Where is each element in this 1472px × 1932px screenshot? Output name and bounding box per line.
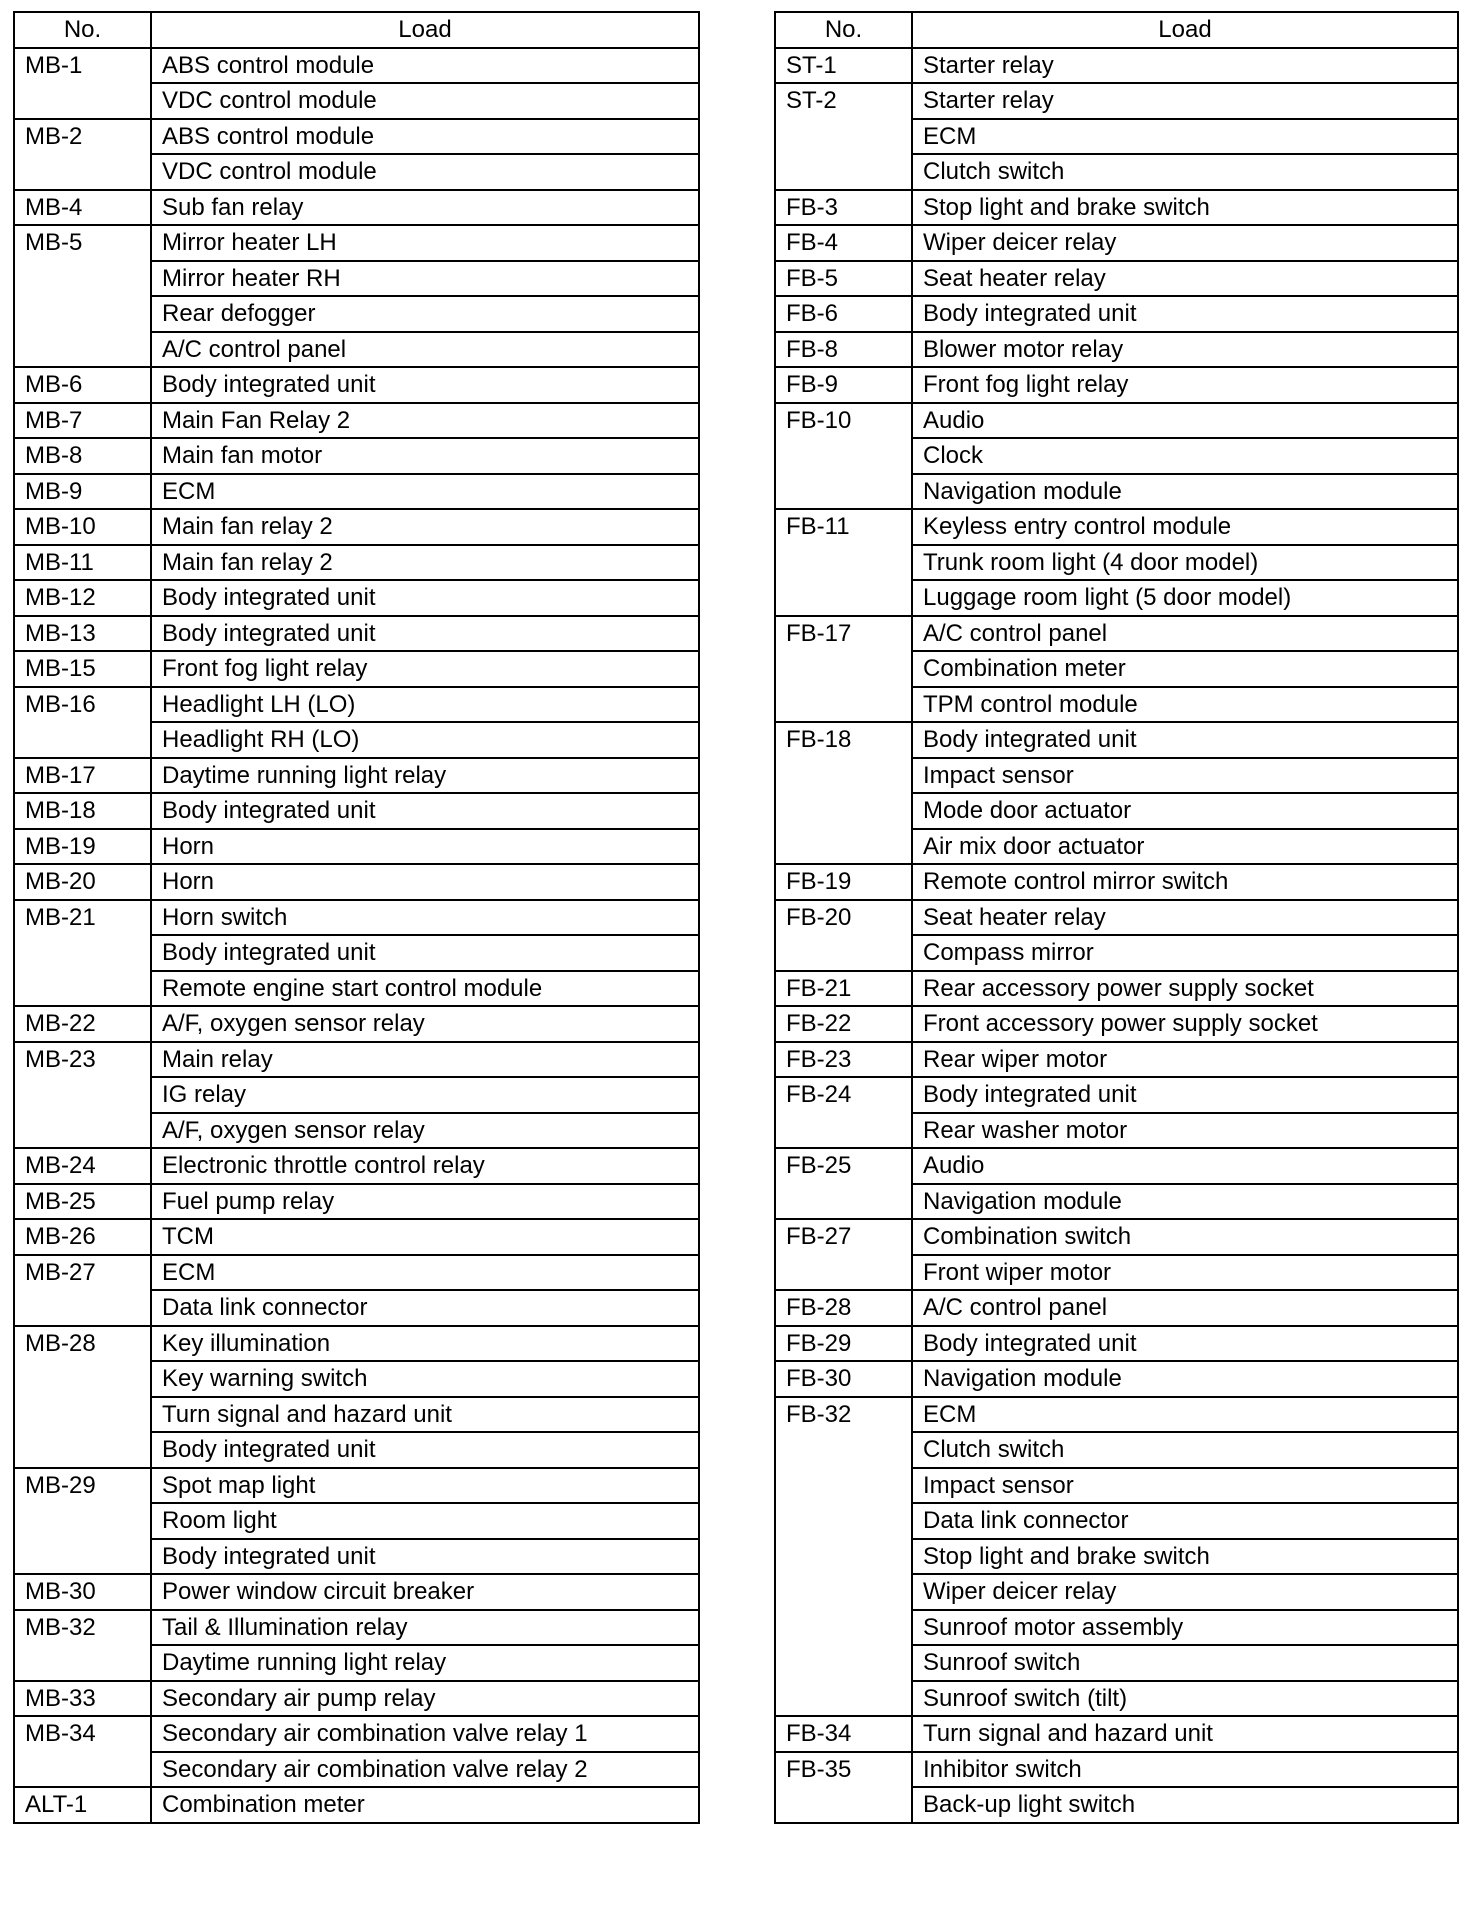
- load-cell: Impact sensor: [912, 1468, 1458, 1504]
- fuse-number-cell: FB-22: [775, 1006, 912, 1042]
- table-row: [14, 1787, 699, 1823]
- load-cell: Wiper deicer relay: [912, 1574, 1458, 1610]
- load-cell: Body integrated unit: [151, 1539, 699, 1575]
- load-cell: Clock: [912, 438, 1458, 474]
- load-cell: Power window circuit breaker: [151, 1574, 699, 1610]
- table-row: [14, 651, 699, 687]
- fuse-number-cell: MB-19: [14, 829, 151, 865]
- load-cell: ABS control module: [151, 119, 699, 155]
- load-cell: Stop light and brake switch: [912, 190, 1458, 226]
- table-row: [775, 1042, 1458, 1078]
- load-cell: TPM control module: [912, 687, 1458, 723]
- load-cell: Rear wiper motor: [912, 1042, 1458, 1078]
- fuse-number-cell: MB-15: [14, 651, 151, 687]
- table-row: [14, 1184, 699, 1220]
- table-row: [14, 367, 699, 403]
- load-cell: Body integrated unit: [151, 1432, 699, 1468]
- load-cell: Fuel pump relay: [151, 1184, 699, 1220]
- load-cell: Compass mirror: [912, 935, 1458, 971]
- load-cell: ECM: [151, 1255, 699, 1291]
- load-cell: Rear accessory power supply socket: [912, 971, 1458, 1007]
- load-cell: Daytime running light relay: [151, 758, 699, 794]
- table-row: [775, 616, 1458, 652]
- load-cell: Daytime running light relay: [151, 1645, 699, 1681]
- fuse-number-cell: MB-29: [14, 1468, 151, 1575]
- load-cell: Main fan relay 2: [151, 509, 699, 545]
- header-load: Load: [912, 12, 1458, 48]
- fuse-number-cell: MB-10: [14, 509, 151, 545]
- fuse-number-cell: MB-20: [14, 864, 151, 900]
- fuse-number-cell: MB-23: [14, 1042, 151, 1149]
- fuse-number-cell: MB-7: [14, 403, 151, 439]
- load-cell: Main relay: [151, 1042, 699, 1078]
- table-row: [14, 1042, 699, 1078]
- load-cell: Wiper deicer relay: [912, 225, 1458, 261]
- table-row: [775, 900, 1458, 936]
- fuse-number-cell: FB-21: [775, 971, 912, 1007]
- load-cell: Navigation module: [912, 1184, 1458, 1220]
- load-cell: Sunroof switch: [912, 1645, 1458, 1681]
- table-row: [14, 580, 699, 616]
- load-cell: Electronic throttle control relay: [151, 1148, 699, 1184]
- load-cell: A/C control panel: [912, 616, 1458, 652]
- load-cell: Stop light and brake switch: [912, 1539, 1458, 1575]
- load-cell: Turn signal and hazard unit: [151, 1397, 699, 1433]
- table-row: [775, 225, 1458, 261]
- table-row: [775, 1326, 1458, 1362]
- load-cell: Navigation module: [912, 474, 1458, 510]
- fuse-number-cell: FB-18: [775, 722, 912, 864]
- fuse-number-cell: MB-2: [14, 119, 151, 190]
- load-cell: Seat heater relay: [912, 900, 1458, 936]
- table-row: [14, 1006, 699, 1042]
- fuse-load-table-right: [774, 11, 1459, 1824]
- load-cell: Horn switch: [151, 900, 699, 936]
- load-cell: Body integrated unit: [151, 616, 699, 652]
- table-row: [775, 864, 1458, 900]
- load-cell: Main Fan Relay 2: [151, 403, 699, 439]
- fuse-number-cell: MB-21: [14, 900, 151, 1007]
- load-cell: Horn: [151, 829, 699, 865]
- table-row: [775, 403, 1458, 439]
- load-cell: Starter relay: [912, 83, 1458, 119]
- load-cell: Starter relay: [912, 48, 1458, 84]
- fuse-number-cell: MB-25: [14, 1184, 151, 1220]
- load-cell: Horn: [151, 864, 699, 900]
- load-cell: Blower motor relay: [912, 332, 1458, 368]
- load-cell: Combination meter: [912, 651, 1458, 687]
- fuse-number-cell: MB-33: [14, 1681, 151, 1717]
- load-cell: Body integrated unit: [912, 1077, 1458, 1113]
- fuse-number-cell: MB-8: [14, 438, 151, 474]
- table-row: [14, 616, 699, 652]
- load-cell: Body integrated unit: [151, 367, 699, 403]
- fuse-number-cell: FB-17: [775, 616, 912, 723]
- table-row: [775, 261, 1458, 297]
- load-cell: Body integrated unit: [151, 580, 699, 616]
- fuse-number-cell: FB-23: [775, 1042, 912, 1078]
- load-cell: ECM: [912, 119, 1458, 155]
- table-row: [14, 474, 699, 510]
- header-no: No.: [775, 12, 912, 48]
- table-row: [775, 190, 1458, 226]
- fuse-number-cell: MB-1: [14, 48, 151, 119]
- fuse-number-cell: MB-30: [14, 1574, 151, 1610]
- load-cell: Front fog light relay: [912, 367, 1458, 403]
- table-row: [14, 864, 699, 900]
- load-cell: Inhibitor switch: [912, 1752, 1458, 1788]
- load-cell: ECM: [912, 1397, 1458, 1433]
- load-cell: A/F, oxygen sensor relay: [151, 1006, 699, 1042]
- table-row: [14, 1255, 699, 1291]
- header-load: Load: [151, 12, 699, 48]
- table-row: [775, 1752, 1458, 1788]
- fuse-number-cell: MB-11: [14, 545, 151, 581]
- fuse-number-cell: FB-4: [775, 225, 912, 261]
- fuse-number-cell: MB-28: [14, 1326, 151, 1468]
- load-cell: Main fan relay 2: [151, 545, 699, 581]
- load-cell: Remote engine start control module: [151, 971, 699, 1007]
- load-cell: Key illumination: [151, 1326, 699, 1362]
- fuse-number-cell: FB-30: [775, 1361, 912, 1397]
- load-cell: Mirror heater LH: [151, 225, 699, 261]
- load-cell: Audio: [912, 403, 1458, 439]
- load-cell: VDC control module: [151, 154, 699, 190]
- load-cell: Front accessory power supply socket: [912, 1006, 1458, 1042]
- load-cell: Body integrated unit: [912, 1326, 1458, 1362]
- load-cell: Key warning switch: [151, 1361, 699, 1397]
- fuse-number-cell: MB-27: [14, 1255, 151, 1326]
- table-row: [14, 48, 699, 84]
- fuse-number-cell: MB-5: [14, 225, 151, 367]
- fuse-number-cell: FB-35: [775, 1752, 912, 1823]
- load-cell: Sub fan relay: [151, 190, 699, 226]
- fuse-number-cell: MB-32: [14, 1610, 151, 1681]
- table-row: [14, 758, 699, 794]
- table-row: [775, 1397, 1458, 1433]
- table-row: [14, 687, 699, 723]
- table-row: [14, 1326, 699, 1362]
- fuse-number-cell: MB-18: [14, 793, 151, 829]
- fuse-number-cell: MB-17: [14, 758, 151, 794]
- fuse-load-table-left: [13, 11, 700, 1824]
- fuse-number-cell: FB-10: [775, 403, 912, 510]
- fuse-number-cell: FB-28: [775, 1290, 912, 1326]
- load-cell: VDC control module: [151, 83, 699, 119]
- table-row: [775, 48, 1458, 84]
- table-row: [14, 545, 699, 581]
- fuse-number-cell: FB-11: [775, 509, 912, 616]
- table-row: [775, 971, 1458, 1007]
- load-cell: Trunk room light (4 door model): [912, 545, 1458, 581]
- table-row: [14, 1716, 699, 1752]
- fuse-number-cell: FB-32: [775, 1397, 912, 1717]
- fuse-number-cell: FB-8: [775, 332, 912, 368]
- fuse-number-cell: FB-3: [775, 190, 912, 226]
- fuse-number-cell: FB-25: [775, 1148, 912, 1219]
- load-cell: Combination meter: [151, 1787, 699, 1823]
- table-row: [14, 1574, 699, 1610]
- load-cell: A/C control panel: [912, 1290, 1458, 1326]
- load-cell: ECM: [151, 474, 699, 510]
- table-row: [14, 225, 699, 261]
- load-cell: IG relay: [151, 1077, 699, 1113]
- load-cell: Main fan motor: [151, 438, 699, 474]
- table-row: [775, 722, 1458, 758]
- load-cell: Audio: [912, 1148, 1458, 1184]
- load-cell: Body integrated unit: [912, 296, 1458, 332]
- fuse-number-cell: MB-13: [14, 616, 151, 652]
- fuse-number-cell: FB-19: [775, 864, 912, 900]
- load-cell: Clutch switch: [912, 1432, 1458, 1468]
- load-cell: Secondary air pump relay: [151, 1681, 699, 1717]
- load-cell: A/C control panel: [151, 332, 699, 368]
- load-cell: Spot map light: [151, 1468, 699, 1504]
- table-row: [775, 296, 1458, 332]
- load-cell: Secondary air combination valve relay 2: [151, 1752, 699, 1788]
- load-cell: Back-up light switch: [912, 1787, 1458, 1823]
- table-row: [14, 829, 699, 865]
- table-body: [775, 48, 1458, 1823]
- load-cell: A/F, oxygen sensor relay: [151, 1113, 699, 1149]
- load-cell: Turn signal and hazard unit: [912, 1716, 1458, 1752]
- table-row: [14, 900, 699, 936]
- fuse-number-cell: MB-4: [14, 190, 151, 226]
- load-cell: Headlight LH (LO): [151, 687, 699, 723]
- table-row: [14, 1610, 699, 1646]
- table-row: [775, 1290, 1458, 1326]
- header-no: No.: [14, 12, 151, 48]
- load-cell: Combination switch: [912, 1219, 1458, 1255]
- table-row: [14, 1219, 699, 1255]
- fuse-number-cell: FB-6: [775, 296, 912, 332]
- table-row: [775, 1077, 1458, 1113]
- table-row: [14, 793, 699, 829]
- table-row: [14, 1148, 699, 1184]
- table-row: [775, 509, 1458, 545]
- fuse-number-cell: MB-9: [14, 474, 151, 510]
- table-row: [775, 367, 1458, 403]
- fuse-number-cell: MB-34: [14, 1716, 151, 1787]
- header-row: [14, 12, 699, 48]
- table-row: [775, 332, 1458, 368]
- load-cell: Body integrated unit: [151, 793, 699, 829]
- table-row: [14, 509, 699, 545]
- load-cell: ABS control module: [151, 48, 699, 84]
- load-cell: Data link connector: [912, 1503, 1458, 1539]
- load-cell: Headlight RH (LO): [151, 722, 699, 758]
- fuse-number-cell: ST-2: [775, 83, 912, 190]
- load-cell: Secondary air combination valve relay 1: [151, 1716, 699, 1752]
- load-cell: Keyless entry control module: [912, 509, 1458, 545]
- load-cell: Remote control mirror switch: [912, 864, 1458, 900]
- load-cell: Body integrated unit: [151, 935, 699, 971]
- load-cell: Data link connector: [151, 1290, 699, 1326]
- load-cell: Rear defogger: [151, 296, 699, 332]
- fuse-number-cell: FB-29: [775, 1326, 912, 1362]
- table-row: [14, 438, 699, 474]
- table-row: [14, 190, 699, 226]
- fuse-number-cell: FB-5: [775, 261, 912, 297]
- fuse-number-cell: FB-9: [775, 367, 912, 403]
- fuse-number-cell: ALT-1: [14, 1787, 151, 1823]
- fuse-number-cell: FB-24: [775, 1077, 912, 1148]
- table-row: [14, 1468, 699, 1504]
- table-row: [14, 119, 699, 155]
- table-row: [775, 1219, 1458, 1255]
- load-cell: Sunroof motor assembly: [912, 1610, 1458, 1646]
- table-row: [775, 1716, 1458, 1752]
- table-row: [775, 83, 1458, 119]
- table-body: [14, 48, 699, 1823]
- table-row: [775, 1361, 1458, 1397]
- fuse-number-cell: MB-26: [14, 1219, 151, 1255]
- load-cell: Air mix door actuator: [912, 829, 1458, 865]
- table-row: [775, 1006, 1458, 1042]
- fuse-number-cell: FB-34: [775, 1716, 912, 1752]
- fuse-number-cell: MB-22: [14, 1006, 151, 1042]
- load-cell: Body integrated unit: [912, 722, 1458, 758]
- load-cell: Room light: [151, 1503, 699, 1539]
- load-cell: Tail & Illumination relay: [151, 1610, 699, 1646]
- fuse-number-cell: MB-6: [14, 367, 151, 403]
- fuse-number-cell: ST-1: [775, 48, 912, 84]
- load-cell: Seat heater relay: [912, 261, 1458, 297]
- table-row: [14, 403, 699, 439]
- fuse-number-cell: MB-12: [14, 580, 151, 616]
- fuse-number-cell: FB-20: [775, 900, 912, 971]
- load-cell: Clutch switch: [912, 154, 1458, 190]
- load-cell: Luggage room light (5 door model): [912, 580, 1458, 616]
- fuse-number-cell: FB-27: [775, 1219, 912, 1290]
- table-row: [14, 1681, 699, 1717]
- header-row: [775, 12, 1458, 48]
- load-cell: Sunroof switch (tilt): [912, 1681, 1458, 1717]
- load-cell: Navigation module: [912, 1361, 1458, 1397]
- fuse-number-cell: MB-16: [14, 687, 151, 758]
- load-cell: Mirror heater RH: [151, 261, 699, 297]
- table-row: [775, 1148, 1458, 1184]
- load-cell: Impact sensor: [912, 758, 1458, 794]
- load-cell: TCM: [151, 1219, 699, 1255]
- load-cell: Front wiper motor: [912, 1255, 1458, 1291]
- load-cell: Front fog light relay: [151, 651, 699, 687]
- load-cell: Rear washer motor: [912, 1113, 1458, 1149]
- fuse-number-cell: MB-24: [14, 1148, 151, 1184]
- load-cell: Mode door actuator: [912, 793, 1458, 829]
